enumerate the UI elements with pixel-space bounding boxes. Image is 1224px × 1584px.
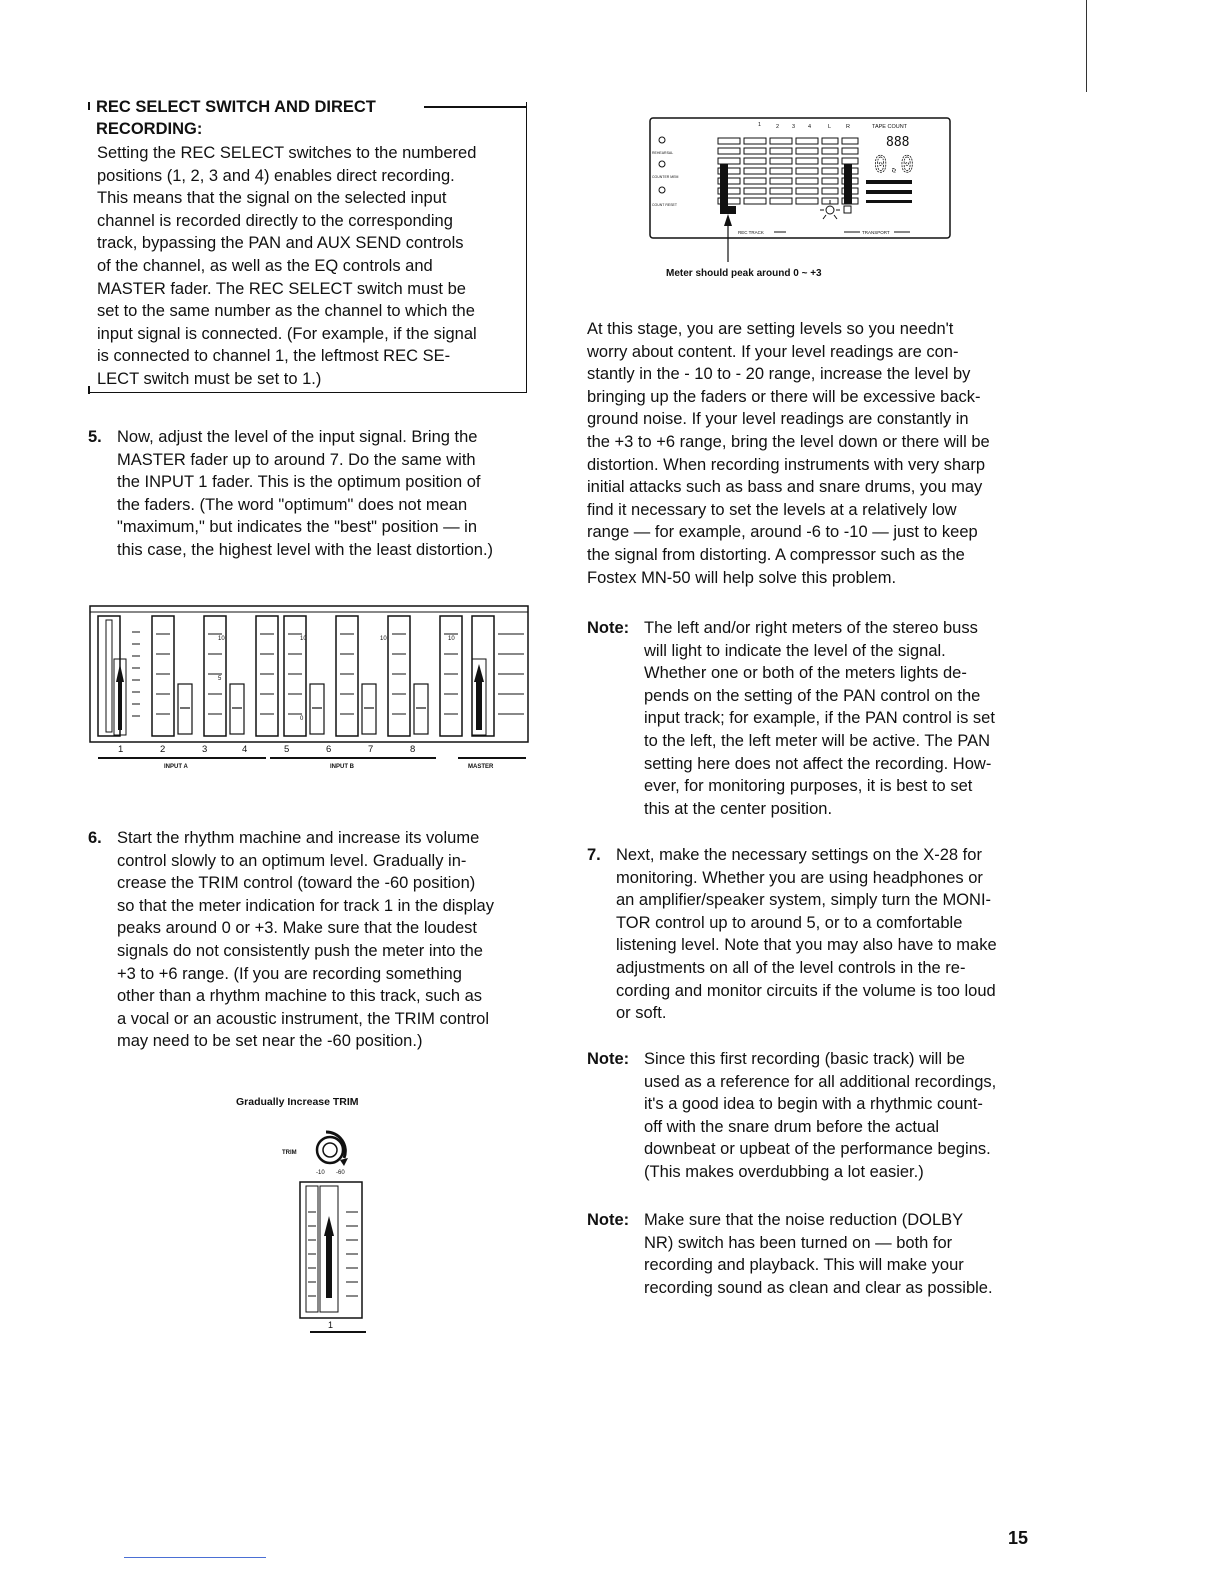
- text-line: signals do not consistently push the meter into the: [117, 941, 483, 960]
- meter-caption: Meter should peak around 0 ~ +3: [666, 268, 822, 279]
- svg-text:0: 0: [300, 716, 304, 722]
- text-line: other than a rhythm machine to this track, such as: [117, 987, 483, 1006]
- text-line: stantly in the - 10 to - 20 range, increase the level by: [587, 365, 971, 384]
- text-line: Whether one or both of the meters lights de-: [644, 664, 967, 683]
- text-line: NR) switch has been turned on — both for: [644, 1233, 953, 1252]
- svg-text:2: 2: [160, 744, 166, 755]
- text-line: recording and playback. This will make your: [644, 1256, 964, 1275]
- text-line: distortion. When recording instruments with very sharp: [587, 455, 985, 474]
- sidebar-box-body: [97, 142, 517, 391]
- text-line: pends on the setting of the PAN control on the: [644, 686, 981, 705]
- channel-numbers: [118, 744, 415, 755]
- text-line: ever, for monitoring purposes, it is best to set: [644, 777, 973, 796]
- text-line: At this stage, you are setting levels so you needn't: [587, 320, 954, 338]
- text-line: input track; for example, if the PAN control is set: [644, 709, 995, 728]
- svg-text:-60: -60: [336, 1170, 345, 1176]
- text-line: LECT switch must be set to 1.): [97, 369, 322, 388]
- text-line: channel is recorded directly to the corresponding: [97, 211, 453, 230]
- trim-knob-icon: [316, 1132, 348, 1176]
- text-line: Make sure that the noise reduction (DOLBY: [644, 1211, 964, 1229]
- svg-text:8: 8: [410, 744, 416, 755]
- note-label: Note:: [587, 1211, 630, 1229]
- text-line: ground noise. If your level readings are constantly in: [587, 410, 969, 429]
- text-line: +3 to +6 range. (If you are recording something: [117, 964, 462, 983]
- title-rule: [424, 106, 526, 108]
- svg-text:7: 7: [368, 744, 374, 755]
- fader-knobs: [178, 684, 428, 734]
- text-line: TOR control up to around 5, or to a comfortable: [616, 913, 963, 932]
- text-line: Start the rhythm machine and increase its volume: [117, 829, 480, 847]
- text-line: Setting the REC SELECT switches to the numbered: [97, 144, 477, 162]
- text-line: setting here does not affect the recording. How-: [644, 754, 992, 773]
- text-line: track, bypassing the PAN and AUX SEND controls: [97, 234, 464, 253]
- text-line: the +3 to +6 range, bring the level down or there will be: [587, 432, 990, 451]
- trim-knob-label: TRIM: [282, 1150, 297, 1156]
- levels-paragraph: [587, 318, 1027, 589]
- text-line: the faders. (The word "optimum" does not mean: [117, 495, 468, 514]
- text-line: an amplifier/speaker system, simply turn the MONI-: [616, 891, 992, 910]
- text-line: to the left, the left meter will be active. The PAN: [644, 731, 991, 750]
- note-3-text: [644, 1209, 1027, 1299]
- step-7-text: [616, 844, 1027, 1025]
- svg-text:2: 2: [776, 124, 780, 130]
- svg-text:10: 10: [218, 636, 225, 642]
- svg-text:INPUT A: INPUT A: [164, 764, 188, 770]
- scale-ticks: [156, 634, 458, 714]
- text-line: will light to indicate the level of the signal.: [644, 641, 946, 660]
- text-line: it's a good idea to begin with a rhythmic count-: [644, 1095, 983, 1114]
- meter-display-diagram: [648, 114, 954, 284]
- svg-text:TAPE COUNT: TAPE COUNT: [872, 124, 908, 130]
- text-line: recording sound as clean and clear as possible.: [644, 1278, 993, 1297]
- text-line: downbeat or upbeat of the performance begins.: [644, 1140, 991, 1159]
- text-line: of the channel, as well as the EQ controls and: [97, 256, 433, 275]
- svg-text:4: 4: [242, 744, 248, 755]
- fader-strip-1: [98, 616, 140, 736]
- fader-diagram: [88, 604, 530, 774]
- text-line: adjustments on all of the level controls in the re-: [616, 958, 966, 977]
- text-line: MASTER fader up to around 7. Do the same with: [117, 450, 476, 469]
- text-line: set to the same number as the channel to which the: [97, 302, 475, 321]
- trim-channel-number: 1: [328, 1320, 334, 1330]
- step-number: 7.: [587, 846, 601, 864]
- step-number: 6.: [88, 829, 102, 847]
- group-labels: [164, 764, 494, 770]
- svg-text:10: 10: [380, 636, 387, 642]
- footer-rule: [124, 1557, 266, 1558]
- svg-text:5: 5: [218, 676, 222, 682]
- svg-text:6: 6: [326, 744, 332, 755]
- text-line: (This makes overdubbing a lot easier.): [644, 1162, 924, 1181]
- svg-text:R: R: [846, 124, 850, 130]
- text-line: positions (1, 2, 3 and 4) enables direct recording.: [97, 166, 455, 185]
- svg-text:REHEARSAL: REHEARSAL: [652, 151, 674, 155]
- note-label: Note:: [587, 1050, 630, 1068]
- text-line: Next, make the necessary settings on the X-28 for: [616, 846, 982, 864]
- text-line: a vocal or an acoustic instrument, the TRIM control: [117, 1009, 490, 1028]
- svg-text:TRANSPORT: TRANSPORT: [862, 230, 890, 235]
- text-line: Since this first recording (basic track) will be: [644, 1050, 965, 1068]
- svg-text:5: 5: [284, 744, 290, 755]
- svg-text:4: 4: [808, 124, 812, 130]
- master-fader: [472, 634, 524, 735]
- svg-text:-10: -10: [316, 1170, 325, 1176]
- text-line: peaks around 0 or +3. Make sure that the loudest: [117, 919, 478, 938]
- text-line: this case, the highest level with the least distortion.): [117, 540, 494, 559]
- box-corner-tick: [88, 102, 90, 110]
- svg-text:L: L: [828, 124, 832, 130]
- note-1-text: [644, 617, 1027, 820]
- text-line: This means that the signal on the selected input: [97, 189, 447, 208]
- text-line: range — for example, around -6 to -10 — just to keep: [587, 523, 978, 542]
- text-line: off with the snare drum before the actual: [644, 1117, 940, 1136]
- text-line: worry about content. If your level readings are con-: [587, 342, 959, 361]
- text-line: control slowly to an optimum level. Gradually in-: [117, 851, 467, 870]
- svg-text:1: 1: [118, 744, 124, 755]
- svg-text:COUNT RESET: COUNT RESET: [652, 203, 678, 207]
- text-line: the signal from distorting. A compressor such as the: [587, 545, 965, 564]
- trim-caption: Gradually Increase TRIM: [236, 1096, 359, 1108]
- box-corner-tick: [88, 386, 90, 394]
- text-line: input signal is connected. (For example, if the signal: [97, 324, 477, 343]
- svg-text:MASTER: MASTER: [468, 764, 494, 770]
- text-line: Now, adjust the level of the input signal. Bring the: [117, 428, 478, 446]
- counter-big: 0.0: [874, 153, 914, 178]
- sidebar-title-line: RECORDING:: [96, 120, 203, 138]
- svg-text:REC TRACK: REC TRACK: [738, 230, 764, 235]
- note-2-text: [644, 1048, 1027, 1184]
- text-line: "maximum," but indicates the "best" position — in: [117, 518, 478, 537]
- step-number: 5.: [88, 428, 102, 446]
- trim-diagram: [278, 1118, 378, 1336]
- svg-text:10: 10: [300, 636, 307, 642]
- page-number: 15: [1008, 1528, 1029, 1548]
- text-line: so that the meter indication for track 1 in the display: [117, 896, 494, 915]
- step-5-text: [117, 426, 529, 562]
- text-line: may need to be set near the -60 position.): [117, 1032, 423, 1051]
- text-line: initial attacks such as bass and snare drums, you may: [587, 478, 983, 497]
- text-line: Fostex MN-50 will help solve this problem.: [587, 568, 897, 587]
- sidebar-title-line: REC SELECT SWITCH AND DIRECT: [96, 98, 376, 116]
- text-line: this at the center position.: [644, 799, 833, 818]
- note-label: Note:: [587, 619, 630, 637]
- text-line: bringing up the faders or there will be excessive back-: [587, 387, 981, 406]
- text-line: crease the TRIM control (toward the -60 position): [117, 874, 476, 893]
- text-line: listening level. Note that you may also have to make: [616, 936, 997, 955]
- text-line: or soft.: [616, 1004, 667, 1023]
- left-buttons: [652, 137, 679, 207]
- bottom-labels: [738, 230, 910, 235]
- text-line: MASTER fader. The REC SELECT switch must be: [97, 279, 466, 298]
- text-line: the INPUT 1 fader. This is the optimum position of: [117, 473, 481, 492]
- meter-top-labels: [758, 122, 908, 130]
- page-edge-rule: [1086, 0, 1087, 92]
- text-line: cording and monitor circuits if the volume is too loud: [616, 981, 996, 1000]
- meter-segments: [718, 138, 858, 204]
- text-line: used as a reference for all additional recordings,: [644, 1072, 997, 1091]
- svg-text:3: 3: [202, 744, 208, 755]
- svg-text:1: 1: [758, 122, 762, 128]
- counter-digits: 888: [886, 135, 910, 150]
- sidebar-box-title: [96, 96, 376, 140]
- svg-text:10: 10: [448, 636, 455, 642]
- svg-text:COUNTER MEM: COUNTER MEM: [652, 175, 679, 179]
- text-line: The left and/or right meters of the stereo buss: [644, 619, 978, 637]
- text-line: monitoring. Whether you are using headphones or: [616, 868, 983, 887]
- text-line: is connected to channel 1, the leftmost REC SE-: [97, 347, 451, 366]
- step-6-text: [117, 827, 529, 1053]
- trim-fader-strip: [300, 1182, 362, 1318]
- svg-text:INPUT B: INPUT B: [330, 764, 354, 770]
- svg-text:3: 3: [792, 124, 796, 130]
- text-line: find it necessary to set the levels at a relatively low: [587, 500, 957, 519]
